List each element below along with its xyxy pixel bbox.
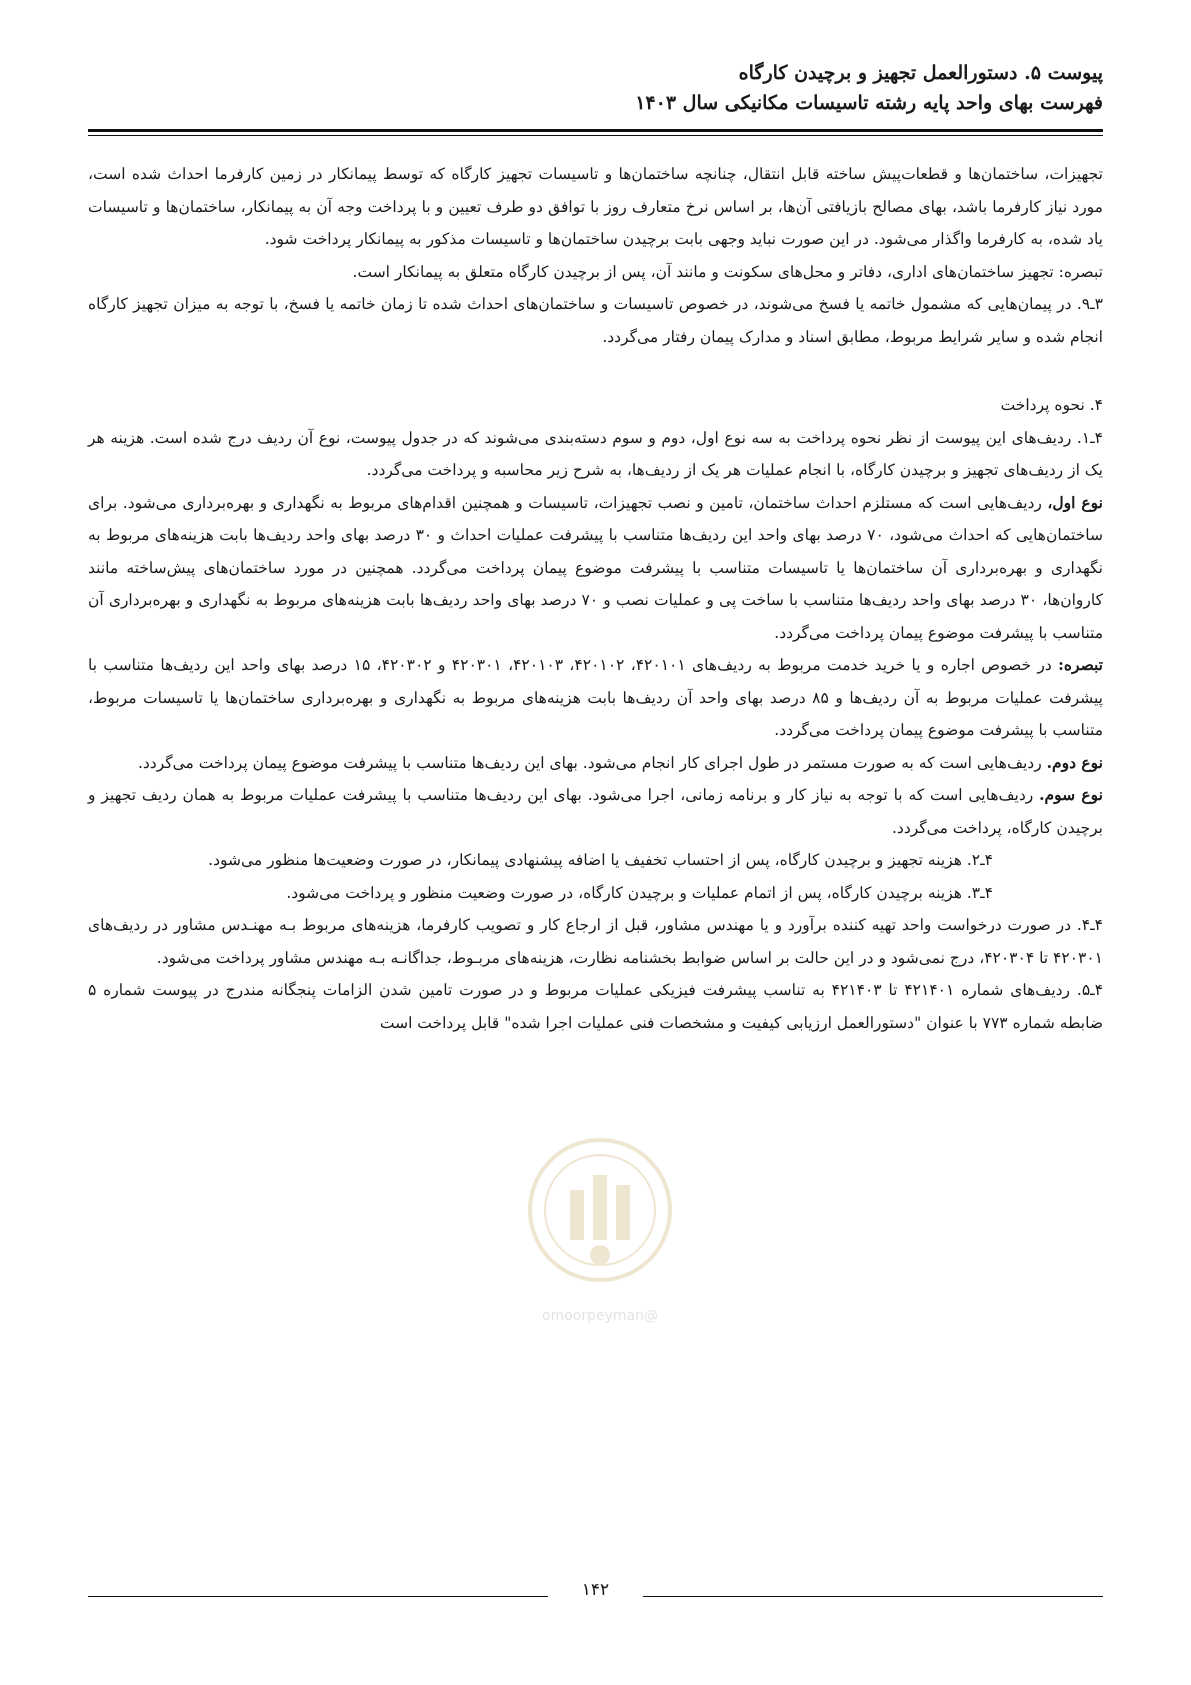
paragraph-type-2 [88, 747, 1103, 780]
paragraph-3-9: ۳ـ۹. در پیمان‌هایی که مشمول خاتمه یا فسخ می‌شوند، در خصوص تاسیسات و ساختمان‌های احداث شده تا زمان خاتمه یا فسخ، با توجه به میزان تجهیز کارگاه انجام شده و سایر شرایط مربوط، مطابق اسناد و مدارک پیمان رفتار می‌گردد. [88, 295, 1103, 346]
header-rule-thin [88, 135, 1103, 136]
paragraph-4-3: ۴ـ۳. هزینه برچیدن کارگاه، پس از اتمام عملیات و برچیدن کارگاه، در صورت وضعیت منظور و پرداخت می‌شود. [286, 883, 993, 902]
paragraph-type-1 [88, 487, 1103, 650]
paragraph-type-3 [88, 779, 1103, 844]
paragraph-4-4: ۴ـ۴. در صورت درخواست واحد تهیه کننده برآورد و یا مهندس مشاور، قبل از ارجاع کار و تصویب کارفرما، هزینه‌های مربوط بـه مهنـدس مشاور در ردیف‌های ۴۲۰۳۰۱ تا ۴۲۰۳۰۴، درج نمی‌شود و در این حالت بر اساس ضوابط بخشنامه نظارت، هزینه‌های مربـوط، جداگانـه بـه مهندس مشاور پرداخت می‌شود. [88, 916, 1103, 967]
paragraph-salvage: تجهیزات، ساختمان‌ها و قطعات‌پیش ساخته قابل انتقال، چنانچه ساختمان‌ها و تاسیسات تجهیز کارگاه که توسط پیمانکار در زمین کارفرما احداث شده است، مورد نیاز کارفرما باشد، بهای مصالح بازیافتی آن‌ها، بر اساس نرخ متعارف روز با توافق دو طرف تعیین و با پرداخت وجه آن به پیمانکار، ساختمان‌ها و تاسیسات یاد شده، به کارفرما واگذار می‌شود. در این صورت نباید وجهی بابت برچیدن ساختمان‌ها و تاسیسات مذکور به پیمانکار پرداخت شود. [88, 165, 1103, 248]
footer-rule-right [643, 1596, 1103, 1597]
paragraph-note-offices: تبصره: تجهیز ساختمان‌های اداری، دفاتر و محل‌های سکونت و مانند آن، پس از برچیدن کارگاه متعلق به پیمانکار است. [352, 262, 1103, 281]
header-appendix-title: پیوست ۵. دستورالعمل تجهیز و برچیدن کارگاه [738, 62, 1103, 84]
watermark-seal-icon [510, 1130, 690, 1350]
paragraph-note-rental [88, 649, 1103, 747]
spacer [88, 353, 1103, 389]
header-rule-thick [88, 129, 1103, 132]
page-header [88, 58, 1103, 118]
paragraph-4-1: ۴ـ۱. ردیف‌های این پیوست از نظر نحوه پرداخت به سه نوع اول، دوم و سوم دسته‌بندی می‌شوند که در جدول پیوست، نوع آن ردیف درج شده است. هزینه هر یک از ردیف‌های تجهیز و برچیدن کارگاه، با انجام عملیات هر یک از ردیف‌ها، به شرح زیر محاسبه و پرداخت می‌گردد. [88, 428, 1103, 479]
type-3-label: نوع سوم. [1039, 785, 1103, 804]
page-number: ۱۴۲ [581, 1580, 610, 1600]
paragraph-4-2: ۴ـ۲. هزینه تجهیز و برچیدن کارگاه، پس از احتساب تخفیف یا اضافه پیشنهادی پیمانکار، در صورت وضعیت‌ها منظور می‌شود. [208, 851, 993, 869]
footer-rule-left [88, 1596, 548, 1597]
header-pricelist-title: فهرست بهای واحد پایه رشته تاسیسات مکانیکی سال ۱۴۰۳ [635, 92, 1103, 114]
paragraph-4-5: ۴ـ۵. ردیف‌های شماره ۴۲۱۴۰۱ تا ۴۲۱۴۰۳ به تناسب پیشرفت فیزیکی عملیات مربوط و در صورت تامین شدن الزامات پنجگانه مندرج در پیوست شماره ۵ ضابطه شماره ۷۷۳ با عنوان "دستورالعمل ارزیابی کیفیت و مشخصات فنی عملیات اجرا شده" قابل پرداخت است [88, 981, 1104, 1032]
note-label: تبصره: [1058, 655, 1103, 674]
type-1-label: نوع اول، [1047, 492, 1103, 512]
type-2-label: نوع دوم. [1046, 752, 1103, 772]
type-2-text: ردیف‌هایی است که به صورت مستمر در طول اجرای کار انجام می‌شود. بهای این ردیف‌ها متناسب با پیشرفت موضوع پیمان پرداخت می‌گردد. [137, 753, 1047, 772]
section-4-title: ۴. نحوه پرداخت [1000, 396, 1103, 414]
type-1-text: ردیف‌هایی است که مستلزم احداث ساختمان، تامین و نصب تجهیزات، تاسیسات و همچنین اقدام‌های مربوط به نگهداری و بهره‌برداری می‌شود. برای ساختمان‌هایی که احداث می‌شود، ۷۰ درصد بهای واحد این ردیف‌ها متناسب با پیشرفت عملیات احداث و ۳۰ درصد بهای واحد ردیف‌ها بابت هزینه‌های مربوط به نگهداری و بهره‌برداری آن ساختمان‌ها یا تاسیسات متناسب با پیشرفت موضوع پیمان پرداخت می‌گردد. همچنین در مورد ساختمان‌های پیش‌ساخته مانند کاروان‌ها، ۳۰ درصد بهای واحد ردیف‌ها متناسب با ساخت پی و عملیات نصب و ۷۰ درصد بهای واحد ردیف‌ها بابت هزینه‌های مربوط به نگهداری و بهره‌برداری آن متناسب با پیشرفت موضوع پیمان پرداخت می‌گردد. [88, 493, 1104, 642]
type-3-text: ردیف‌هایی است که با توجه به نیاز کار و برنامه زمانی، اجرا می‌شود. بهای این ردیف‌ها متناسب با پیشرفت عملیات مربوط به همان ردیف تجهیز و برچیدن کارگاه، پرداخت می‌گردد. [88, 786, 1103, 837]
watermark-handle: @omoorpeyman [542, 1308, 658, 1324]
note-text: در خصوص اجاره و یا خرید خدمت مربوط به ردیف‌های ۴۲۰۱۰۱، ۴۲۰۱۰۲، ۴۲۰۱۰۳، ۴۲۰۳۰۱ و ۴۲۰۳۰۲، ۱۵ درصد بهای واحد این ردیف‌ها متناسب با پیشرفت عملیات مربوط به آن ردیف‌ها و ۸۵ درصد بهای واحد آن ردیف‌ها بابت هزینه‌های مربوط به نگهداری و بهره‌برداری ساختمان‌ها یا تاسیسات مربوط، متناسب با پیشرفت موضوع پیمان پرداخت می‌گردد. [88, 656, 1103, 739]
document-body [88, 158, 1103, 1039]
